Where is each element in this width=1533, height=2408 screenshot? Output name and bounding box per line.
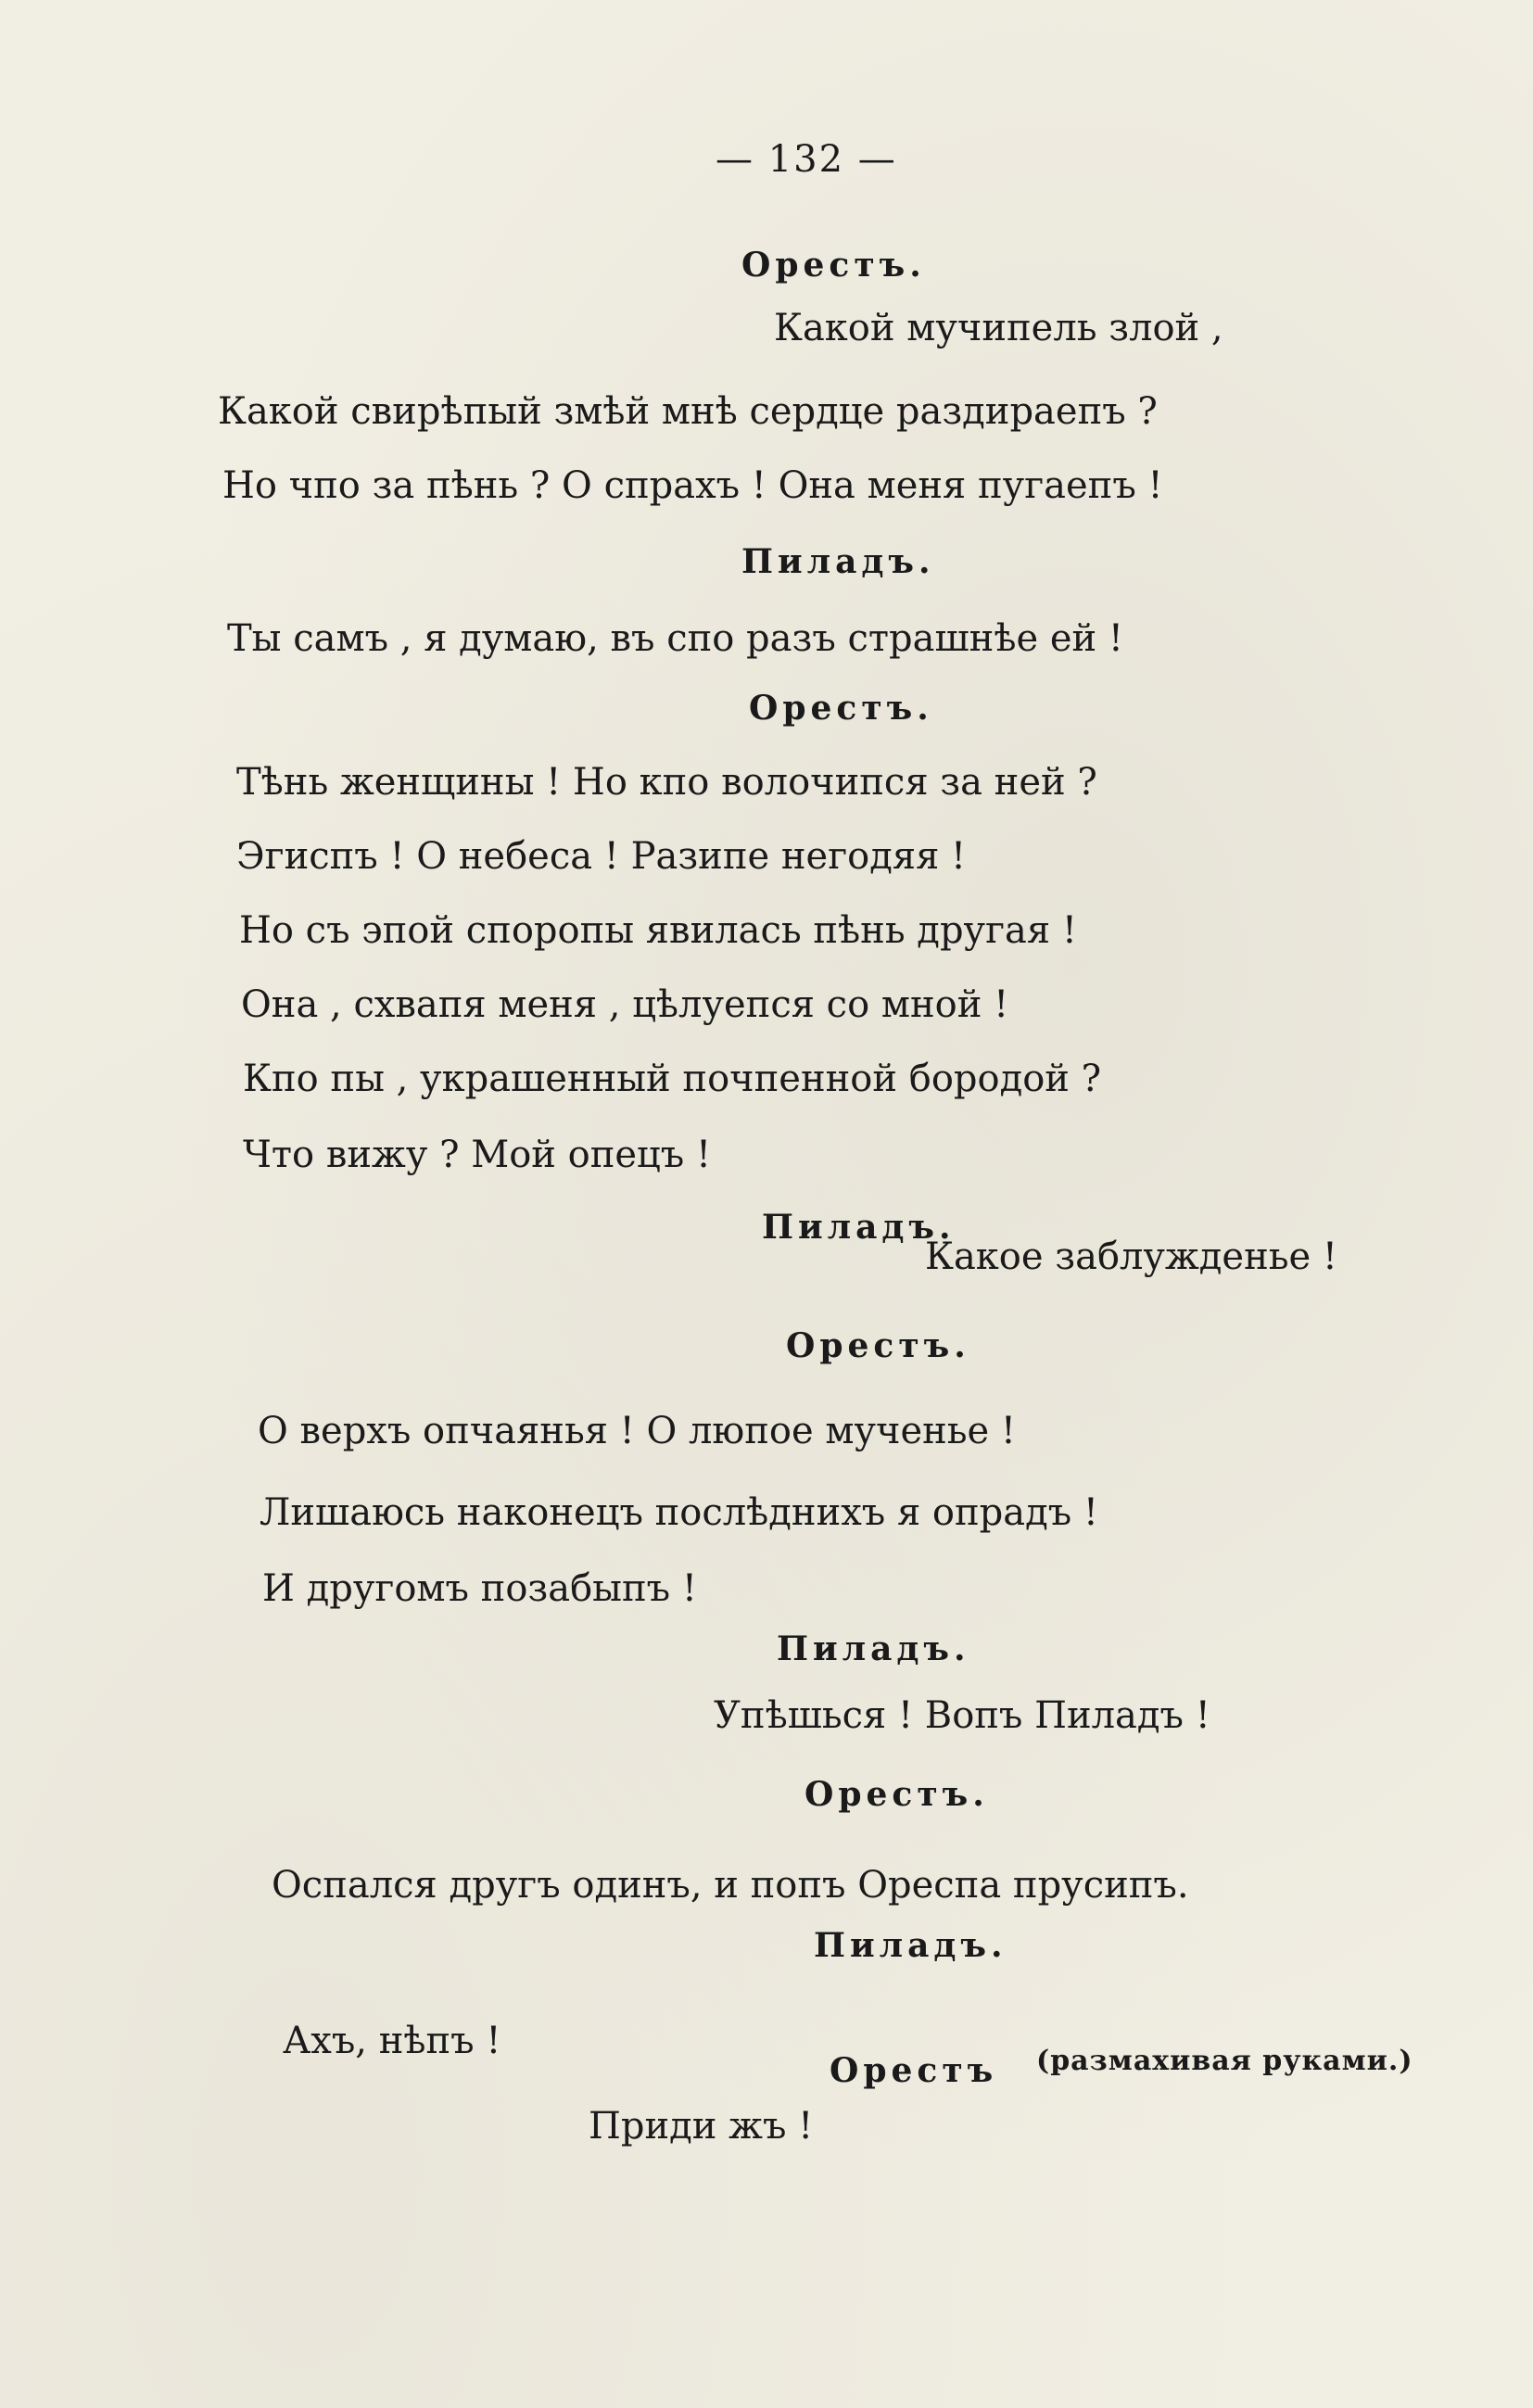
speaker-heading: Пиладъ.	[777, 1629, 970, 1668]
speaker-heading: Орестъ	[830, 2051, 998, 2090]
verse-line: Приди жъ !	[589, 2105, 814, 2148]
speaker-heading: Пиладъ.	[762, 1208, 956, 1247]
speaker-heading: Пиладъ.	[741, 542, 935, 581]
verse-line: Ахъ, нѣпъ !	[283, 2020, 501, 2062]
verse-line: Тѣнь женщины ! Но кпо волочипся за ней ?	[236, 761, 1097, 804]
speaker-heading: Орестъ.	[805, 1775, 989, 1814]
verse-line: Какое заблужденье !	[925, 1236, 1337, 1278]
verse-line: Кпо пы , украшенный почпенной бородой ?	[243, 1058, 1102, 1100]
verse-line: Оспался другъ одинъ, и попъ Ореспа прусипъ.	[272, 1864, 1189, 1907]
verse-line: Она , схвапя меня , цѣлуепся со мной !	[241, 983, 1009, 1026]
speaker-heading: Орестъ.	[786, 1326, 970, 1365]
verse-line: Лишаюсь наконецъ послѣднихъ я опрадъ !	[260, 1491, 1098, 1534]
stage-direction: (размахивая руками.)	[1036, 2045, 1413, 2077]
page-number: — 132 —	[716, 138, 897, 181]
speaker-heading: Орестъ.	[741, 246, 926, 285]
verse-line: И другомъ позабыпъ !	[262, 1567, 697, 1610]
speaker-heading: Орестъ.	[749, 689, 933, 728]
verse-line: Какой мучипель злой ,	[774, 307, 1223, 349]
verse-line: Ты самъ , я думаю, въ спо разъ страшнѣе ей !	[227, 617, 1123, 660]
verse-line: Но съ эпой споропы явилась пѣнь другая !	[239, 909, 1077, 952]
verse-line: Что вижу ? Мой опецъ !	[243, 1134, 712, 1176]
verse-line: О верхъ опчаянья ! О люпое мученье !	[258, 1410, 1017, 1452]
verse-line: Эгиспъ ! О небеса ! Разипе негодяя !	[236, 835, 967, 878]
verse-line: Упѣшься ! Вопъ Пиладъ !	[714, 1694, 1210, 1737]
verse-line: Какой свирѣпый змѣй мнѣ сердце раздираепъ ?	[218, 390, 1158, 433]
speaker-heading: Пиладъ.	[814, 1926, 1007, 1965]
verse-line: Но чпо за пѣнь ? О спрахъ ! Она меня пугаепъ !	[222, 464, 1163, 507]
